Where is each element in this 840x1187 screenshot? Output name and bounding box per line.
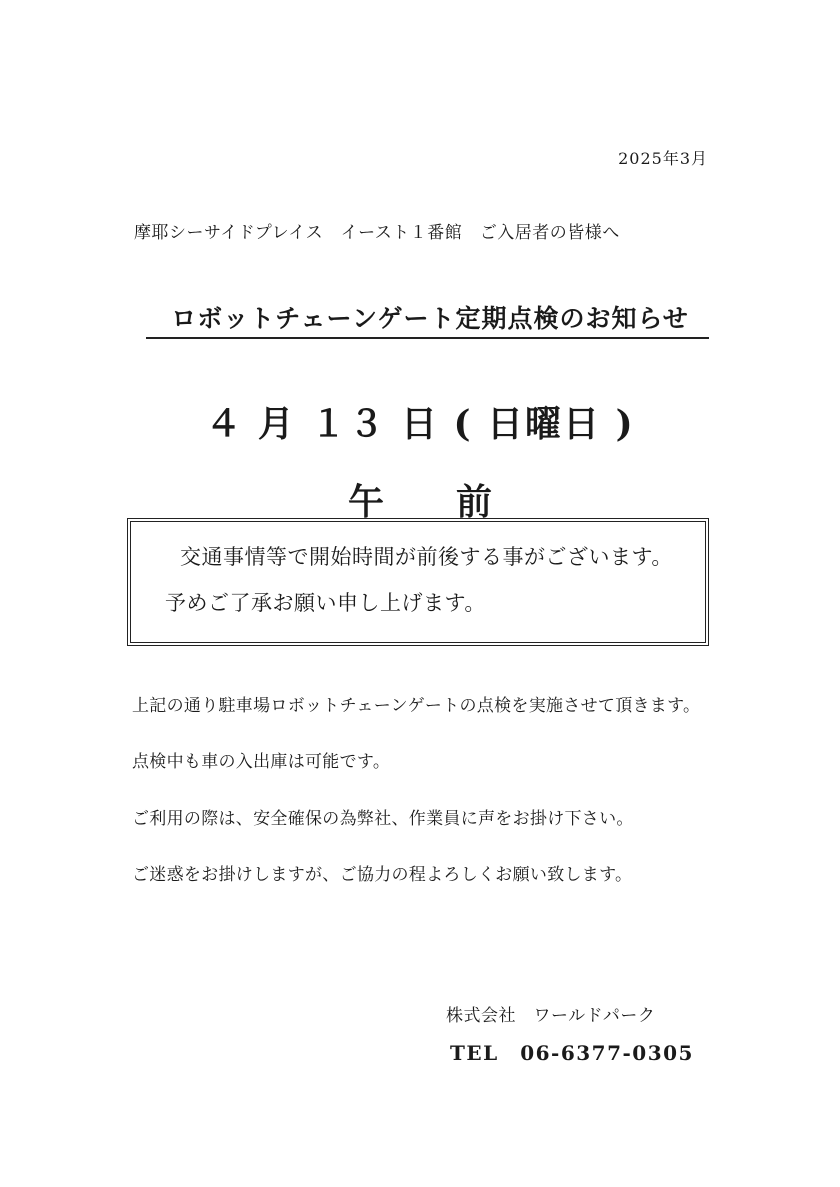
company-phone: TEL 06-6377-0305 (450, 1041, 694, 1065)
notice-box (127, 518, 709, 646)
notice-title: ロボットチェーンゲート定期点検のお知らせ (171, 304, 689, 333)
addressee-line: 摩耶シーサイドプレイス イースト１番館 ご入居者の皆様へ (134, 223, 620, 243)
inspection-date: ４ 月 １３ 日 ( 日曜日 ) (205, 403, 635, 445)
title-underline (146, 337, 709, 339)
notice-box-line-2: 予めご了承お願い申し上げます。 (165, 591, 486, 615)
notice-date: 2025年3月 (618, 149, 708, 168)
body-paragraph-1: 上記の通り駐車場ロボットチェーンゲートの点検を実施させて頂きます。 (132, 696, 701, 716)
body-paragraph-4: ご迷惑をお掛けしますが、ご協力の程よろしくお願い致します。 (132, 865, 633, 885)
company-name: 株式会社 ワールドパーク (446, 1006, 656, 1026)
notice-box-line-1: 交通事情等で開始時間が前後する事がございます。 (180, 545, 673, 569)
body-paragraph-2: 点検中も車の入出庫は可能です。 (132, 752, 391, 772)
inspection-time: 午 前 (347, 481, 492, 523)
body-paragraph-3: ご利用の際は、安全確保の為弊社、作業員に声をお掛け下さい。 (132, 809, 634, 829)
